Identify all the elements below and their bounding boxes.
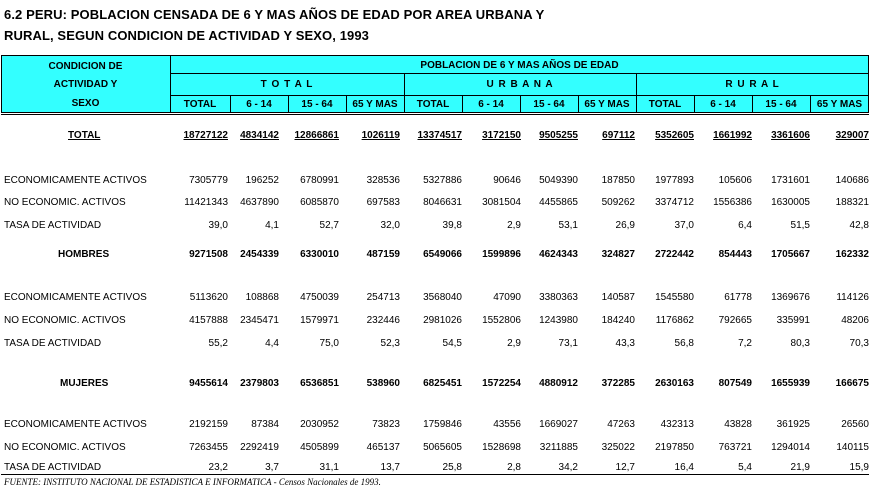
table-cell: 52,7 bbox=[319, 220, 339, 231]
table-cell: 1294014 bbox=[771, 442, 810, 453]
table-cell: 4,4 bbox=[265, 338, 279, 349]
table-cell: 1731601 bbox=[771, 175, 810, 186]
table-cell: 26560 bbox=[841, 419, 869, 430]
table-cell: 509262 bbox=[601, 197, 635, 208]
row-label: TASA DE ACTIVIDAD bbox=[4, 462, 102, 473]
table-cell: 6085870 bbox=[300, 197, 339, 208]
section-total-value: 2722442 bbox=[655, 249, 694, 260]
column-header: 6 - 14 bbox=[246, 99, 272, 110]
table-cell: 55,2 bbox=[208, 338, 228, 349]
table-cell: 43828 bbox=[724, 419, 752, 430]
table-cell: 51,5 bbox=[790, 220, 810, 231]
row-label: TASA DE ACTIVIDAD bbox=[4, 220, 102, 231]
section-total-value: 4880912 bbox=[539, 378, 578, 389]
section-total-value: 13374517 bbox=[417, 130, 462, 141]
table-cell: 140587 bbox=[601, 292, 635, 303]
table-cell: 196252 bbox=[245, 175, 279, 186]
section-total-value: 6825451 bbox=[423, 378, 462, 389]
section-total-value: 1026119 bbox=[361, 130, 400, 141]
row-label: ECONOMICAMENTE ACTIVOS bbox=[4, 175, 147, 186]
table-cell: 12,7 bbox=[615, 462, 635, 473]
section-total-value: 12866861 bbox=[294, 130, 339, 141]
table-cell: 21,9 bbox=[790, 462, 810, 473]
table-cell: 2,8 bbox=[507, 462, 521, 473]
table-cell: 4750039 bbox=[300, 292, 339, 303]
table-cell: 792665 bbox=[718, 315, 752, 326]
table-cell: 3,7 bbox=[265, 462, 279, 473]
population-header: POBLACION DE 6 Y MAS AÑOS DE EDAD bbox=[420, 60, 619, 71]
table-cell: 70,3 bbox=[849, 338, 869, 349]
section-total-value: 162332 bbox=[835, 249, 869, 260]
section-total-value: 3361606 bbox=[771, 130, 810, 141]
table-cell: 4505899 bbox=[300, 442, 339, 453]
table-cell: 32,0 bbox=[380, 220, 400, 231]
table-cell: 31,1 bbox=[319, 462, 339, 473]
table-cell: 43,3 bbox=[615, 338, 635, 349]
section-total-value: 4834142 bbox=[240, 130, 279, 141]
row-label: NO ECONOMIC. ACTIVOS bbox=[4, 315, 126, 326]
table-cell: 73,1 bbox=[558, 338, 578, 349]
section-total-value: 329007 bbox=[835, 130, 869, 141]
section-total-value: 1661992 bbox=[713, 130, 752, 141]
table-cell: 43556 bbox=[493, 419, 521, 430]
table-cell: 5,4 bbox=[738, 462, 752, 473]
section-total-value: 4624343 bbox=[539, 249, 578, 260]
table-cell: 11421343 bbox=[184, 197, 228, 208]
section-total-value: 538960 bbox=[366, 378, 400, 389]
table-cell: 4637890 bbox=[240, 197, 279, 208]
table-cell: 335991 bbox=[776, 315, 810, 326]
table-cell: 5327886 bbox=[423, 175, 462, 186]
section-total-value: 1599896 bbox=[482, 249, 521, 260]
column-header: 65 Y MAS bbox=[352, 99, 398, 110]
table-cell: 37,0 bbox=[674, 220, 694, 231]
section-total-value: 6536851 bbox=[300, 378, 339, 389]
table-cell: 432313 bbox=[660, 419, 694, 430]
table-cell: 763721 bbox=[718, 442, 752, 453]
column-header: 6 - 14 bbox=[710, 99, 736, 110]
table-cell: 140686 bbox=[835, 175, 869, 186]
table-cell: 1579971 bbox=[300, 315, 339, 326]
column-header: TOTAL bbox=[648, 99, 682, 110]
table-cell: 7263455 bbox=[189, 442, 228, 453]
table-cell: 39,0 bbox=[208, 220, 228, 231]
table-cell: 114126 bbox=[836, 292, 869, 303]
table-cell: 361925 bbox=[776, 419, 810, 430]
stub-header-line-1: CONDICION DE bbox=[48, 61, 123, 72]
section-total-value: 6549066 bbox=[423, 249, 462, 260]
section-heading: HOMBRES bbox=[58, 249, 110, 260]
section-total-value: 1655939 bbox=[771, 378, 810, 389]
table-cell: 4157888 bbox=[189, 315, 228, 326]
table-cell: 3380363 bbox=[539, 292, 578, 303]
table-cell: 53,1 bbox=[558, 220, 578, 231]
column-header: 15 - 64 bbox=[301, 99, 333, 110]
section-heading: TOTAL bbox=[68, 130, 101, 141]
section-total-value: 854443 bbox=[718, 249, 752, 260]
section-total-value: 6330010 bbox=[300, 249, 339, 260]
table-cell: 184240 bbox=[601, 315, 635, 326]
table-cell: 2192159 bbox=[189, 419, 228, 430]
table-cell: 48206 bbox=[841, 315, 869, 326]
column-header: TOTAL bbox=[416, 99, 450, 110]
table-cell: 1556386 bbox=[713, 197, 752, 208]
header-bottom-rule bbox=[1, 114, 869, 115]
section-total-value: 372285 bbox=[601, 378, 635, 389]
table-cell: 325022 bbox=[601, 442, 635, 453]
table-cell: 2981026 bbox=[423, 315, 462, 326]
table-cell: 90646 bbox=[493, 175, 521, 186]
table-cell: 54,5 bbox=[442, 338, 462, 349]
group-header: T O T A L bbox=[260, 79, 314, 90]
section-total-value: 9271508 bbox=[189, 249, 228, 260]
section-total-value: 487159 bbox=[366, 249, 400, 260]
section-total-value: 5352605 bbox=[655, 130, 694, 141]
table-cell: 2197850 bbox=[655, 442, 694, 453]
table-title-line-1: 6.2 PERU: POBLACION CENSADA DE 6 Y MAS AÑOS DE EDAD POR AREA URBANA Y bbox=[4, 7, 545, 22]
table-cell: 188321 bbox=[835, 197, 869, 208]
section-total-value: 324827 bbox=[601, 249, 635, 260]
table-cell: 80,3 bbox=[790, 338, 810, 349]
group-header: U R B A N A bbox=[486, 79, 554, 90]
column-header: TOTAL bbox=[183, 99, 217, 110]
table-cell: 47263 bbox=[607, 419, 635, 430]
table-bottom-rule bbox=[1, 474, 869, 475]
row-label: ECONOMICAMENTE ACTIVOS bbox=[4, 419, 147, 430]
table-cell: 4,1 bbox=[265, 220, 279, 231]
table-cell: 2,9 bbox=[507, 220, 521, 231]
table-cell: 16,4 bbox=[674, 462, 694, 473]
table-cell: 75,0 bbox=[319, 338, 339, 349]
section-total-value: 166675 bbox=[835, 378, 869, 389]
table-cell: 697583 bbox=[366, 197, 400, 208]
section-total-value: 1572254 bbox=[482, 378, 521, 389]
table-title-line-2: RURAL, SEGUN CONDICION DE ACTIVIDAD Y SEXO, 1993 bbox=[4, 28, 370, 43]
section-total-value: 3172150 bbox=[482, 130, 521, 141]
table-cell: 328536 bbox=[366, 175, 400, 186]
column-header: 6 - 14 bbox=[478, 99, 504, 110]
header-rule bbox=[170, 73, 869, 74]
table-cell: 87384 bbox=[251, 419, 279, 430]
table-cell: 6780991 bbox=[300, 175, 339, 186]
table-cell: 2,9 bbox=[507, 338, 521, 349]
table-cell: 5065605 bbox=[423, 442, 462, 453]
section-total-value: 2630163 bbox=[655, 378, 694, 389]
table-cell: 1243980 bbox=[539, 315, 578, 326]
table-cell: 1630005 bbox=[771, 197, 810, 208]
section-total-value: 9455614 bbox=[189, 378, 228, 389]
table-cell: 187850 bbox=[601, 175, 635, 186]
section-heading: MUJERES bbox=[60, 378, 109, 389]
table-cell: 140115 bbox=[836, 442, 869, 453]
table-cell: 108868 bbox=[245, 292, 279, 303]
table-cell: 1759846 bbox=[423, 419, 462, 430]
table-cell: 7,2 bbox=[738, 338, 752, 349]
column-header: 65 Y MAS bbox=[816, 99, 863, 110]
table-cell: 1528698 bbox=[482, 442, 521, 453]
stub-header-line-3: SEXO bbox=[71, 98, 100, 109]
section-total-value: 18727122 bbox=[183, 130, 228, 141]
table-cell: 2030952 bbox=[300, 419, 339, 430]
table-cell: 3568040 bbox=[423, 292, 462, 303]
table-cell: 52,3 bbox=[380, 338, 400, 349]
stub-header-line-2: ACTIVIDAD Y bbox=[53, 79, 118, 90]
table-cell: 1545580 bbox=[655, 292, 694, 303]
table-cell: 34,2 bbox=[558, 462, 578, 473]
table-cell: 105606 bbox=[718, 175, 752, 186]
table-cell: 47090 bbox=[493, 292, 521, 303]
source-note: FUENTE: INSTITUTO NACIONAL DE ESTADISTICA E INFORMATICA - Censos Nacionales de 1993. bbox=[4, 477, 381, 487]
table-cell: 26,9 bbox=[615, 220, 635, 231]
table-cell: 25,8 bbox=[442, 462, 462, 473]
table-cell: 1552806 bbox=[482, 315, 521, 326]
row-label: TASA DE ACTIVIDAD bbox=[4, 338, 102, 349]
row-label: ECONOMICAMENTE ACTIVOS bbox=[4, 292, 147, 303]
table-cell: 3374712 bbox=[655, 197, 694, 208]
column-header: 15 - 64 bbox=[533, 99, 565, 110]
table-cell: 61778 bbox=[724, 292, 752, 303]
table-cell: 3081504 bbox=[482, 197, 521, 208]
table-cell: 23,2 bbox=[208, 462, 228, 473]
column-header: 15 - 64 bbox=[765, 99, 797, 110]
table-cell: 39,8 bbox=[442, 220, 462, 231]
table-cell: 2345471 bbox=[240, 315, 279, 326]
row-label: NO ECONOMIC. ACTIVOS bbox=[4, 197, 126, 208]
table-cell: 1669027 bbox=[539, 419, 578, 430]
table-cell: 465137 bbox=[366, 442, 400, 453]
group-header: R U R A L bbox=[725, 79, 780, 90]
table-cell: 4455865 bbox=[539, 197, 578, 208]
section-total-value: 2454339 bbox=[240, 249, 279, 260]
table-cell: 73823 bbox=[372, 419, 400, 430]
section-total-value: 807549 bbox=[718, 378, 752, 389]
table-cell: 13,7 bbox=[380, 462, 400, 473]
table-cell: 56,8 bbox=[674, 338, 694, 349]
section-total-value: 2379803 bbox=[240, 378, 279, 389]
table-cell: 8046631 bbox=[423, 197, 462, 208]
table-cell: 15,9 bbox=[849, 462, 869, 473]
section-total-value: 697112 bbox=[602, 130, 635, 141]
table-cell: 7305779 bbox=[189, 175, 228, 186]
table-cell: 1369676 bbox=[771, 292, 810, 303]
table-cell: 1977893 bbox=[655, 175, 694, 186]
table-cell: 2292419 bbox=[240, 442, 279, 453]
table-cell: 254713 bbox=[366, 292, 400, 303]
row-label: NO ECONOMIC. ACTIVOS bbox=[4, 442, 126, 453]
table-cell: 42,8 bbox=[849, 220, 869, 231]
table-cell: 6,4 bbox=[738, 220, 752, 231]
table-cell: 5049390 bbox=[539, 175, 578, 186]
table-cell: 1176862 bbox=[655, 315, 694, 326]
section-total-value: 9505255 bbox=[539, 130, 578, 141]
table-cell: 232446 bbox=[366, 315, 400, 326]
table-cell: 3211885 bbox=[539, 442, 578, 453]
section-total-value: 1705667 bbox=[771, 249, 810, 260]
table-cell: 5113620 bbox=[189, 292, 228, 303]
column-header: 65 Y MAS bbox=[584, 99, 630, 110]
